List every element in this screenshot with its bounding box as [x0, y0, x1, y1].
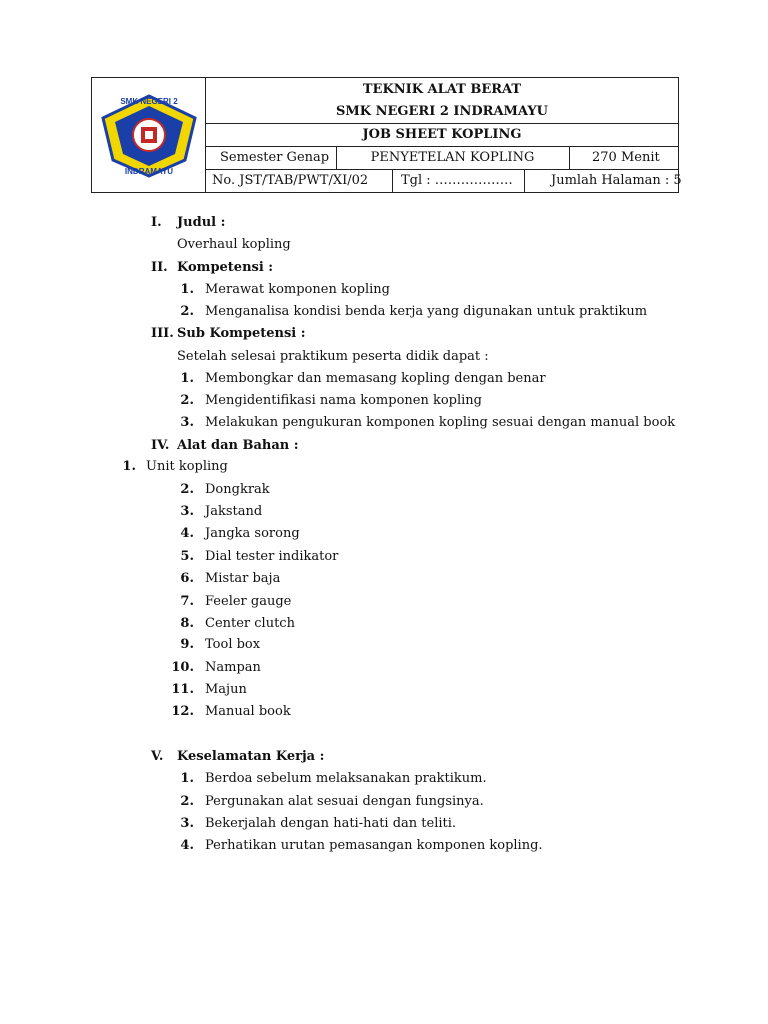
pages-cell: Jumlah Halaman : 5 — [551, 173, 682, 188]
list-item: Bekerjalah dengan hati-hati dan teliti. — [205, 816, 457, 831]
list-item: Nampan — [205, 660, 261, 675]
divider — [524, 169, 525, 192]
section-title-sub-kompetensi: Sub Kompetensi : — [177, 326, 306, 341]
doc-number-cell: No. JST/TAB/PWT/XI/02 — [212, 173, 369, 188]
header-line-3: JOB SHEET KOPLING — [362, 127, 522, 142]
list-number: 2. — [180, 393, 194, 408]
list-number: 7. — [180, 594, 194, 609]
list-item: Perhatikan urutan pemasangan komponen kopling. — [205, 838, 543, 853]
list-item: Center clutch — [205, 616, 295, 631]
list-item: Dial tester indikator — [205, 549, 339, 564]
list-number: 3. — [180, 504, 194, 519]
list-number: 3. — [180, 415, 194, 430]
list-item: Majun — [205, 682, 247, 697]
duration-cell: 270 Menit — [592, 150, 660, 165]
list-item: Menganalisa kondisi benda kerja yang digunakan untuk praktikum — [205, 304, 648, 319]
list-number: 3. — [180, 816, 194, 831]
list-number: 2. — [180, 482, 194, 497]
list-number: 6. — [180, 571, 194, 586]
list-item: Melakukan pengukuran komponen kopling sesuai dengan manual book — [205, 415, 676, 430]
list-item: Merawat komponen kopling — [205, 282, 390, 297]
section-roman: I. — [151, 215, 162, 230]
logo-top-text: SMK NEGERI 2 — [119, 97, 178, 106]
list-item: Mistar baja — [205, 571, 281, 586]
list-item: Berdoa sebelum melaksanakan praktikum. — [205, 771, 487, 786]
list-number: 9. — [180, 637, 194, 652]
list-number: 10. — [171, 660, 194, 675]
list-item: Dongkrak — [205, 482, 270, 497]
list-item: Tool box — [205, 637, 261, 652]
list-item: Feeler gauge — [205, 594, 292, 609]
list-number: 8. — [180, 616, 194, 631]
section-roman: V. — [151, 749, 164, 764]
section-title-keselamatan: Keselamatan Kerja : — [177, 749, 325, 764]
list-number: 1. — [180, 282, 194, 297]
divider — [392, 169, 393, 192]
list-number: 4. — [180, 526, 194, 541]
list-item: Unit kopling — [146, 459, 228, 474]
school-logo-cell — [92, 78, 206, 192]
sub-kompetensi-intro: Setelah selesai praktikum peserta didik dapat : — [177, 349, 489, 364]
logo-bottom-text: INDRAMAYU — [124, 167, 173, 176]
header-line-1: TEKNIK ALAT BERAT — [362, 81, 522, 97]
list-number: 2. — [180, 304, 194, 319]
topic-cell: PENYETELAN KOPLING — [370, 150, 535, 165]
list-item: Jangka sorong — [205, 526, 300, 541]
divider — [569, 146, 570, 169]
list-number: 12. — [171, 704, 194, 719]
section-title-alat-bahan: Alat dan Bahan : — [177, 438, 299, 453]
section-title-judul: Judul : — [177, 215, 226, 230]
list-number: 11. — [171, 682, 194, 697]
judul-text: Overhaul kopling — [177, 237, 291, 252]
list-number: 5. — [180, 549, 194, 564]
section-roman: IV. — [151, 438, 170, 453]
section-roman: II. — [151, 260, 168, 275]
section-roman: III. — [151, 326, 174, 341]
list-number: 1. — [180, 371, 194, 386]
list-item: Pergunakan alat sesuai dengan fungsinya. — [205, 794, 484, 809]
header-line-2: SMK NEGERI 2 INDRAMAYU — [336, 103, 548, 119]
header-table — [91, 77, 682, 193]
list-number: 1. — [180, 771, 194, 786]
list-item: Mengidentifikasi nama komponen kopling — [205, 393, 483, 408]
list-item: Manual book — [205, 704, 291, 719]
list-item: Membongkar dan memasang kopling dengan benar — [205, 371, 546, 386]
list-number: 2. — [180, 794, 194, 809]
section-title-kompetensi: Kompetensi : — [177, 260, 274, 275]
semester-cell: Semester Genap — [220, 150, 330, 165]
date-cell: Tgl : ……………… — [401, 173, 513, 188]
list-item: Jakstand — [205, 504, 263, 519]
list-number: 1. — [122, 459, 136, 474]
school-logo — [97, 90, 201, 180]
list-number: 4. — [180, 838, 194, 853]
